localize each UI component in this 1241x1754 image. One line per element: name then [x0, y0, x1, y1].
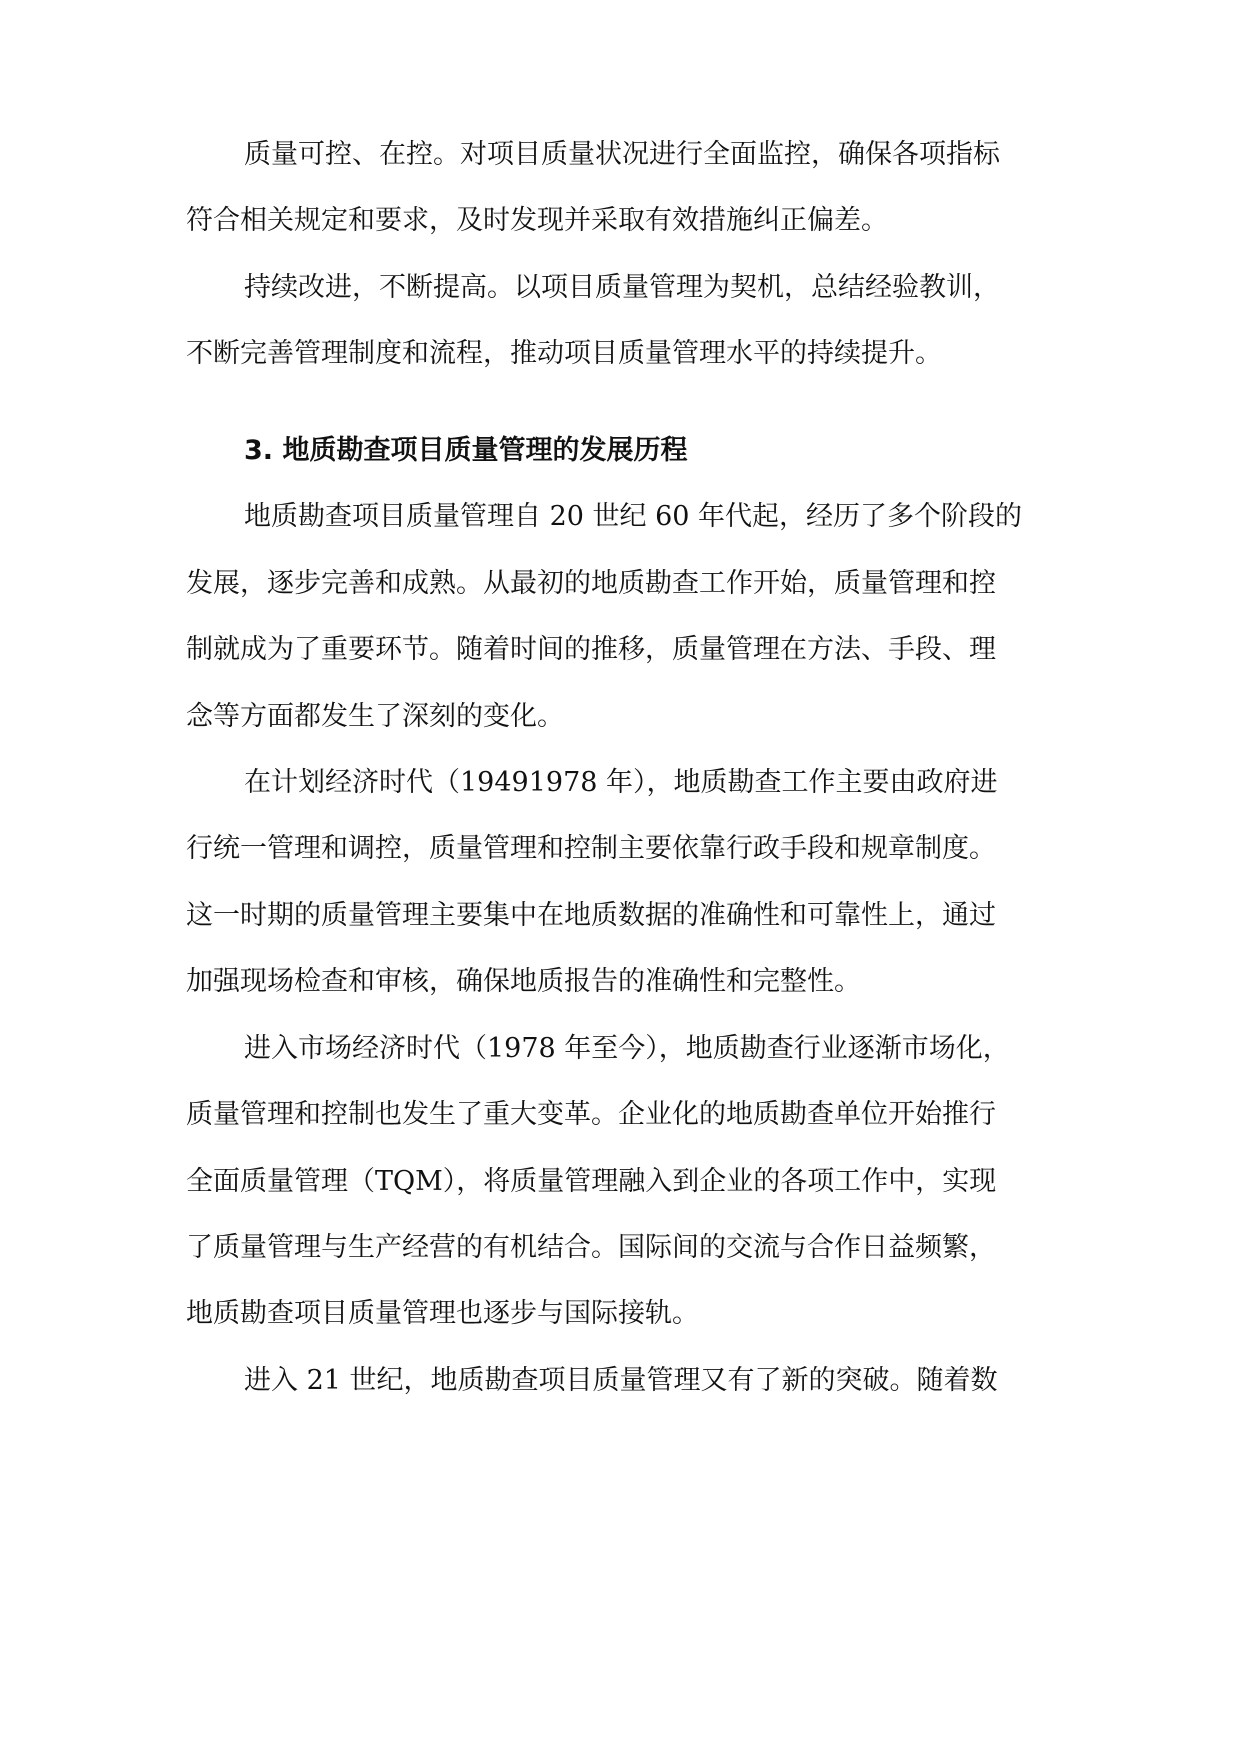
paragraph-4-line-2: 行统一管理和调控，质量管理和控制主要依靠行政手段和规章制度。: [186, 833, 996, 864]
paragraph-3-line-3: 制就成为了重要环节。随着时间的推移，质量管理在方法、手段、理: [186, 634, 996, 665]
paragraph-5-line-4: 了质量管理与生产经营的有机结合。国际间的交流与合作日益频繁，: [186, 1232, 996, 1263]
section-heading: 3. 地质勘查项目质量管理的发展历程: [244, 435, 688, 466]
paragraph-2-line-2: 不断完善管理制度和流程，推动项目质量管理水平的持续提升。: [186, 338, 942, 369]
paragraph-4-line-3: 这一时期的质量管理主要集中在地质数据的准确性和可靠性上，通过: [186, 900, 996, 931]
paragraph-6-line-1: 进入 21 世纪，地质勘查项目质量管理又有了新的突破。随着数: [244, 1365, 998, 1396]
paragraph-3-line-1: 地质勘查项目质量管理自 20 世纪 60 年代起，经历了多个阶段的: [244, 501, 1023, 532]
paragraph-2-line-1: 持续改进，不断提高。以项目质量管理为契机，总结经验教训，: [244, 272, 1000, 303]
paragraph-3-line-2: 发展，逐步完善和成熟。从最初的地质勘查工作开始，质量管理和控: [186, 568, 996, 599]
paragraph-5-line-3: 全面质量管理（TQM），将质量管理融入到企业的各项工作中，实现: [186, 1166, 997, 1197]
paragraph-4-line-1: 在计划经济时代（19491978 年），地质勘查工作主要由政府进: [244, 767, 998, 798]
paragraph-1-line-1: 质量可控、在控。对项目质量状况进行全面监控，确保各项指标: [244, 139, 1000, 170]
paragraph-4-line-4: 加强现场检查和审核，确保地质报告的准确性和完整性。: [186, 966, 861, 997]
paragraph-3-line-4: 念等方面都发生了深刻的变化。: [186, 701, 564, 732]
paragraph-5-line-5: 地质勘查项目质量管理也逐步与国际接轨。: [186, 1298, 699, 1329]
paragraph-1-line-2: 符合相关规定和要求，及时发现并采取有效措施纠正偏差。: [186, 205, 888, 236]
paragraph-5-line-1: 进入市场经济时代（1978 年至今），地质勘查行业逐渐市场化，: [244, 1033, 1010, 1064]
paragraph-5-line-2: 质量管理和控制也发生了重大变革。企业化的地质勘查单位开始推行: [186, 1099, 996, 1130]
